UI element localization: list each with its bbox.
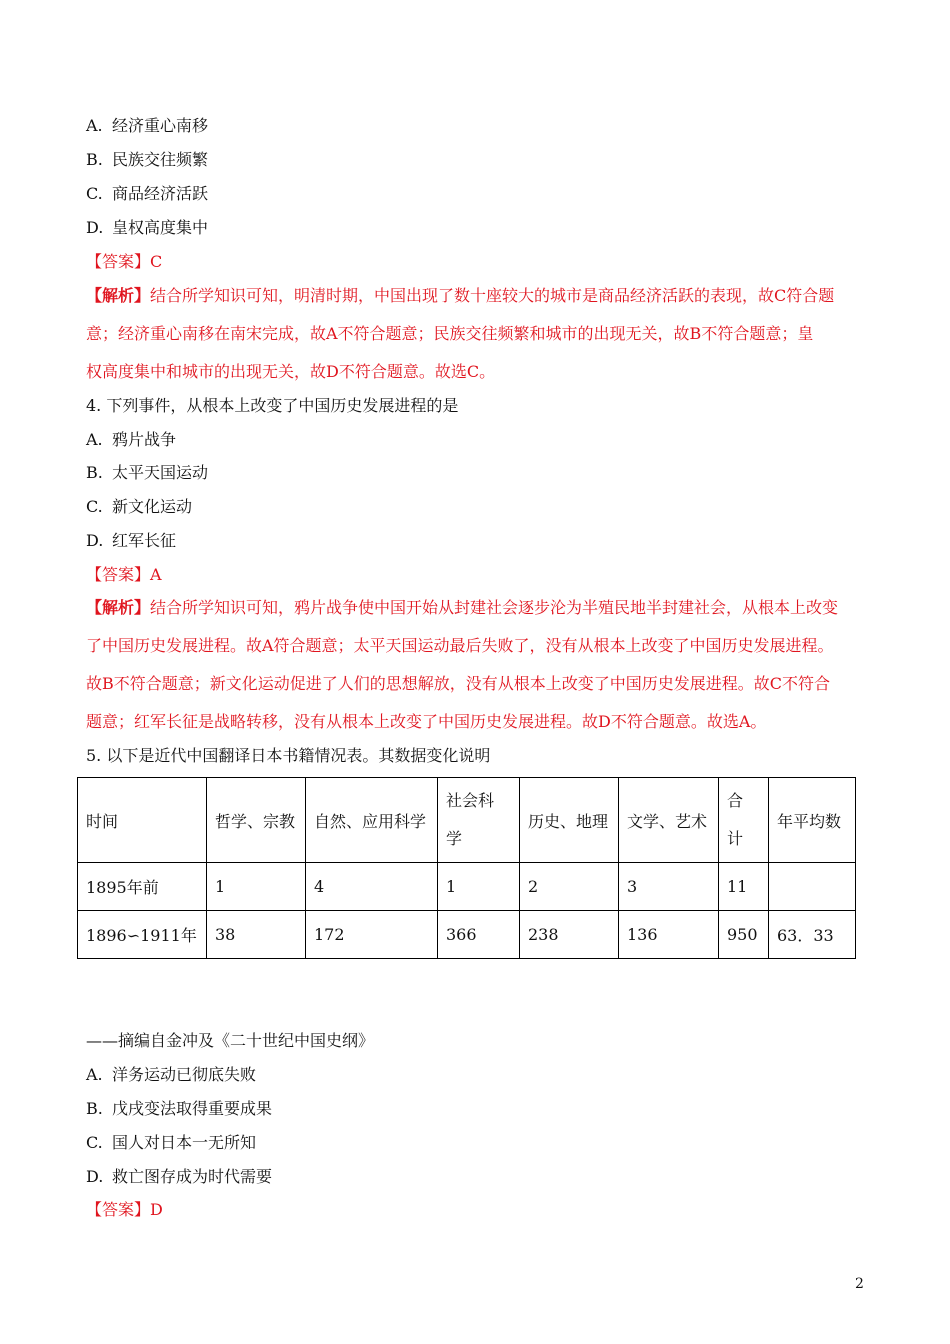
analysis-line: 故B不符合题意；新文化运动促进了人们的思想解放，没有从根本上改变了中国历史发展进程。故C不符合: [86, 674, 831, 693]
q4-option-a: A. 鸦片战争: [86, 430, 177, 449]
q4-answer: 【答案】A: [86, 565, 162, 584]
translation-table: [77, 777, 856, 959]
table-header-row: [78, 778, 856, 863]
q3-option-d: D. 皇权高度集中: [86, 218, 209, 237]
q3-option-a: A. 经济重心南移: [86, 116, 209, 135]
header-cell: 社会科 学: [438, 778, 520, 863]
table-cell: 136: [619, 911, 719, 959]
q5-stem: 5. 以下是近代中国翻译日本书籍情况表。其数据变化说明: [86, 746, 491, 765]
analysis-line: 【解析】结合所学知识可知，明清时期，中国出现了数十座较大的城市是商品经济活跃的表现，故C符合题: [86, 286, 835, 305]
q5-option-c: C. 国人对日本一无所知: [86, 1133, 257, 1152]
table-cell: 1: [207, 863, 306, 911]
analysis-line: 题意；红军长征是战略转移，没有从根本上改变了中国历史发展进程。故D不符合题意。故选A。: [86, 712, 767, 731]
analysis-line: 意；经济重心南移在南宋完成，故A不符合题意；民族交往频繁和城市的出现无关，故B不符合题意；皇: [86, 324, 814, 343]
header-cell: 合 计: [719, 778, 769, 863]
table-cell: 1896∽1911年: [78, 911, 207, 959]
header-cell: 时间: [78, 778, 207, 863]
table-row: [78, 863, 856, 911]
q5-answer: 【答案】D: [86, 1200, 163, 1219]
table-cell: 238: [520, 911, 619, 959]
q4-analysis: [86, 589, 870, 741]
q3-option-b: B. 民族交往频繁: [86, 150, 209, 169]
table-cell: 1895年前: [78, 863, 207, 911]
q4-stem: 4. 下列事件，从根本上改变了中国历史发展进程的是: [86, 396, 459, 415]
header-cell: 自然、应用科学: [306, 778, 438, 863]
table-cell: 366: [438, 911, 520, 959]
q4-option-c: C. 新文化运动: [86, 497, 193, 516]
page-number: 2: [855, 1276, 864, 1292]
q5-option-d: D. 救亡图存成为时代需要: [86, 1167, 273, 1186]
table-cell: 63．33: [769, 911, 856, 959]
analysis-line: 了中国历史发展进程。故A符合题意；太平天国运动最后失败了，没有从根本上改变了中国历史发展进程。: [86, 636, 834, 655]
q4-option-b: B. 太平天国运动: [86, 463, 209, 482]
table-cell: 3: [619, 863, 719, 911]
table-cell: 1: [438, 863, 520, 911]
table-cell: 950: [719, 911, 769, 959]
q3-answer: 【答案】C: [86, 252, 163, 271]
header-cell: 文学、艺术: [619, 778, 719, 863]
q5-option-b: B. 戊戌变法取得重要成果: [86, 1099, 273, 1118]
table-cell: 2: [520, 863, 619, 911]
analysis-line: 【解析】结合所学知识可知，鸦片战争使中国开始从封建社会逐步沦为半殖民地半封建社会，从根本上改变: [86, 598, 839, 617]
header-cell: 年平均数: [769, 778, 856, 863]
table-cell: 4: [306, 863, 438, 911]
table-cell: 11: [719, 863, 769, 911]
q5-option-a: A. 洋务运动已彻底失败: [86, 1065, 257, 1084]
q3-analysis: [86, 277, 870, 391]
header-cell: 历史、地理: [520, 778, 619, 863]
table-cell: 38: [207, 911, 306, 959]
q3-option-c: C. 商品经济活跃: [86, 184, 209, 203]
table-cell: [769, 863, 856, 911]
table-cell: 172: [306, 911, 438, 959]
header-cell: 哲学、宗教: [207, 778, 306, 863]
q4-option-d: D. 红军长征: [86, 531, 177, 550]
table-row: [78, 911, 856, 959]
analysis-line: 权高度集中和城市的出现无关，故D不符合题意。故选C。: [86, 362, 496, 381]
q5-source: ——摘编自金冲及《二十世纪中国史纲》: [86, 1031, 375, 1050]
